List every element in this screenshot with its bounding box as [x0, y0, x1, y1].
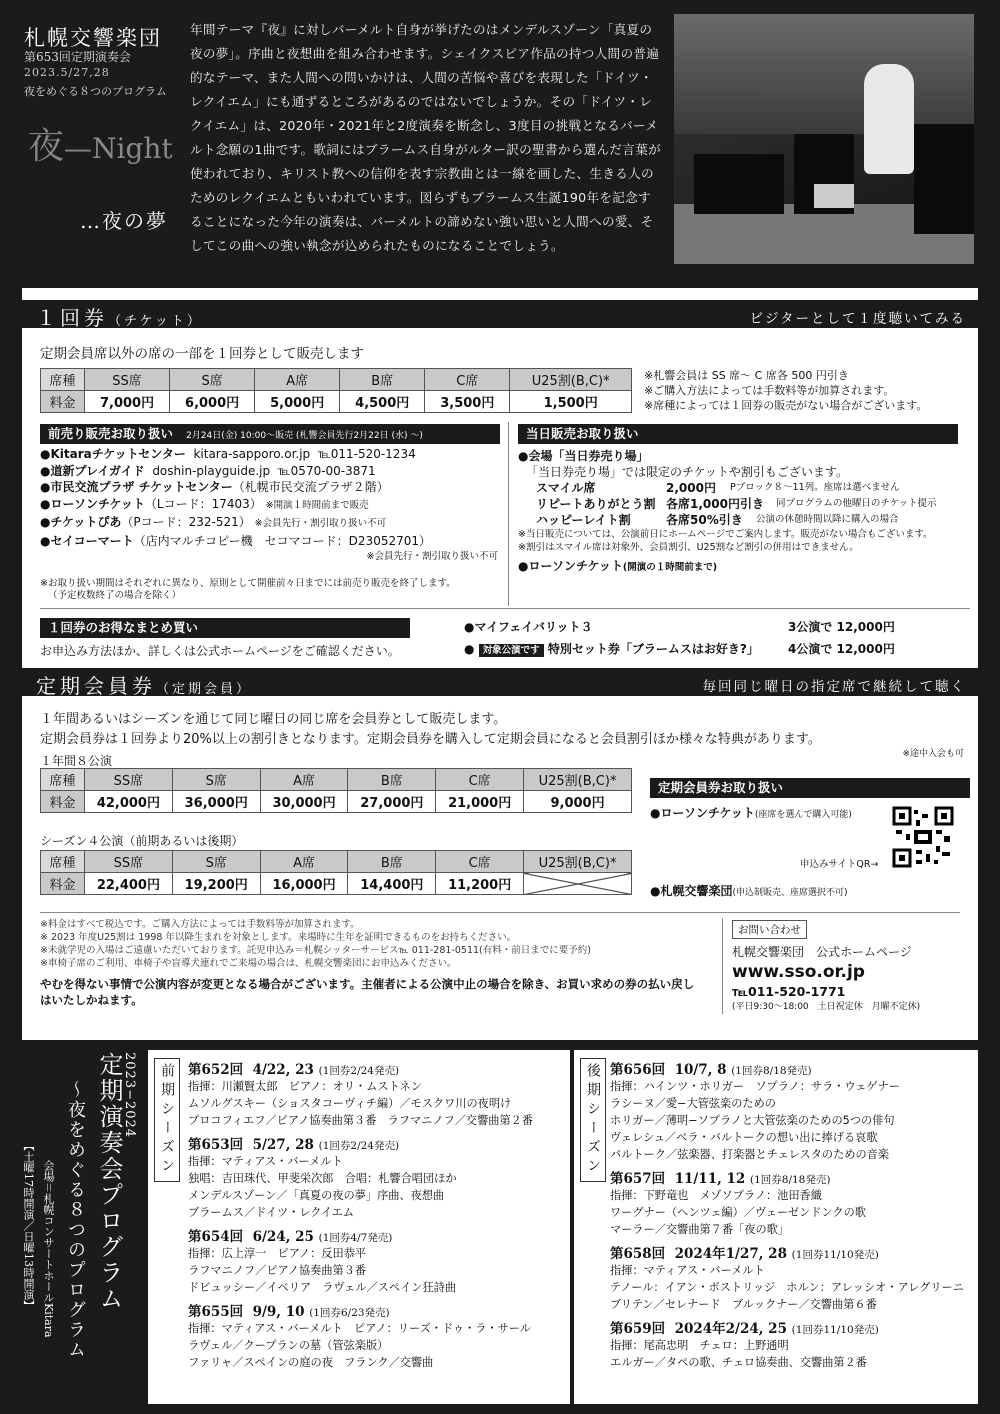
- discount-note: Pブロック８～11列。座席は選べません: [730, 482, 900, 493]
- program-entry: [610, 1167, 976, 1238]
- second-season-box: [574, 1050, 978, 1404]
- seat-b: B席: [348, 769, 436, 791]
- footnote: ※ 2023 年度U25割は 1998 年以降生まれを対象とします。来場時に生年を証明できるものをお持ちください。: [40, 932, 517, 943]
- seat-ss: SS席: [85, 851, 173, 873]
- contact-name: 札幌交響楽団 公式ホームページ: [732, 945, 912, 959]
- outlet-name: ●市民交流プラザ チケットセンター: [40, 480, 233, 494]
- entry-line: マーラー／交響曲第７番「夜の歌」: [610, 1223, 790, 1236]
- entry-date: 5/27, 28: [252, 1137, 314, 1153]
- program-venue: 会場＝札幌コンサートホールKitara: [42, 1160, 55, 1338]
- entry-line: 指揮：尾高忠明 チェロ：上野通明: [610, 1339, 789, 1352]
- orchestra-name: 札幌交響楽団: [24, 26, 162, 50]
- presale-lawson: [40, 496, 510, 515]
- entry-line: 指揮：マティアス・バーメルト: [188, 1155, 343, 1168]
- program-subtitle: 〜夜をめぐる８つのプログラム: [65, 1080, 86, 1360]
- outlet-url[interactable]: doshin-playguide.jp: [152, 463, 271, 478]
- seat-u25: U25割(B,C)*: [524, 769, 632, 791]
- bundle-title: １回券のお得なまとめ買い: [40, 618, 410, 638]
- outlet-tel: ℡011-520-1234: [317, 447, 416, 461]
- entry-line: 指揮：下野竜也 メゾソプラノ：池田香織: [610, 1189, 822, 1202]
- outlet-name: ●セイコーマート: [40, 533, 134, 548]
- price-s: 19,200円: [172, 873, 260, 895]
- entry-date: 2024年1/27, 28: [674, 1246, 787, 1262]
- contact-label: お問い合わせ: [732, 920, 807, 939]
- outlet-name: ●ローソンチケット: [40, 496, 145, 511]
- intro-text: 年間テーマ『夜』に対しバーメルト自身が挙げたのはメンデルスゾーン「真夏の夜の夢」。序曲と夜想曲を組み合わせます。シェイクスピア作品の持つ人間の普遍的なテーマ、また人間への問いかけは、人間の苦悩や喜びを表現した「ドイツ・レクイエム」にも通ずるところがあるのではないでしょうか。その「ドイツ・レクイエム」は、2020年・2021年と2度演奏を断念し、3度目の挑戦となるバーメルト念願の1曲です。歌詞にはブラームス自身がルター訳の聖書から選んだ言葉が使われており、キリスト教への信仰を表す宗教曲とは一線を画した、生きる人のためのレクイエムともいわれています。図らずもブラームス生誕190年を記念することになった今年の演奏は、バーメルトの諦めない強い思いと人間への愛、そしてこの曲への強い執念が込められたものになることでしょう。: [190, 22, 661, 253]
- presale-doshin: [40, 463, 510, 480]
- outlet-info: （Pコード：232-521）: [121, 515, 251, 529]
- price-u25: 9,000円: [524, 791, 632, 813]
- price-ss: 42,000円: [85, 791, 173, 813]
- entry-line: 指揮：マティアス・バーメルト: [610, 1264, 765, 1277]
- first-season-label: 前期シーズン: [154, 1058, 180, 1182]
- single-ticket-tagline: ビジターとして１度聴いてみる: [749, 311, 966, 327]
- discount-note: 公演の休憩時間以降に購入の場合: [756, 514, 899, 525]
- entry-sale: (1回券11/10発売): [791, 1324, 879, 1336]
- price-u25-na: [524, 873, 632, 895]
- sameday-venue: ●会場「当日券売り場」: [518, 449, 649, 463]
- outlet-url[interactable]: kitara-sapporo.or.jp: [193, 447, 311, 461]
- discount-name: リピートありがとう割: [536, 497, 656, 511]
- footnote: ※車椅子席のご利用、車椅子や盲導犬連れでご来場の場合は、札幌交響楽団にお申込みください。: [40, 958, 457, 969]
- season-program: [0, 1040, 1000, 1414]
- price-a: 5,000円: [255, 391, 340, 413]
- year-price-table: [40, 768, 632, 813]
- price-ss: 7,000円: [85, 391, 170, 413]
- bundle-item2-price: 4公演で 12,000円: [788, 642, 895, 656]
- entry-line: 指揮：ハインツ・ホリガー ソプラノ：サラ・ウェゲナー: [610, 1080, 900, 1093]
- entry-number: 第654回: [188, 1229, 244, 1245]
- seat-u25: U25割(B,C)*: [510, 369, 632, 391]
- presale-footer: [40, 578, 456, 602]
- entry-line: ホリガー／薄明−ソプラノと大管弦楽のための5つの俳句: [610, 1114, 895, 1127]
- seat-b: B席: [348, 851, 436, 873]
- discount-price: 各席1,000円引き: [666, 497, 764, 511]
- entry-number: 第652回: [188, 1062, 244, 1078]
- sameday-note: ※当日販売については、公演前日にホームページでご案内します。販売がない場合もございます。: [518, 529, 933, 540]
- subscription-header: [22, 668, 978, 696]
- outlet-info: （Lコード：17403）: [144, 496, 262, 511]
- disclaimer-line: はいたしかねます。: [40, 993, 143, 1007]
- price-label: 料金: [41, 391, 85, 413]
- sameday-lawson: ●ローソンチケット: [518, 559, 623, 573]
- divider: [40, 608, 970, 609]
- presale-period: 2月24日(金) 10:00～販売 (札響会員先行2月22日 (水) ～): [186, 431, 423, 441]
- sameday-note: ※割引はスマイル席は対象外、会員割引、U25割など割引の併用はできません。: [518, 542, 859, 553]
- seat-c: C席: [436, 851, 524, 873]
- subscription-title: 定期会員券: [36, 674, 156, 698]
- discount-price: 2,000円: [666, 481, 716, 495]
- seat-type-label: 席種: [41, 369, 85, 391]
- second-season-label: 後期シーズン: [580, 1058, 606, 1182]
- contact-tel[interactable]: ℡011-520-1771: [732, 984, 846, 999]
- entry-line: ラシーヌ／愛−大管弦楽のための: [610, 1097, 776, 1110]
- entry-line: ファリャ／スペインの庭の夜 フランク／交響曲: [188, 1356, 434, 1369]
- entry-line: エルガー／タペの歌、チェロ協奏曲、交響曲第２番: [610, 1356, 867, 1369]
- presale-title: 前売り販売お取り扱い: [48, 426, 174, 441]
- footer-line: （予定枚数終了の場合を除く）: [48, 590, 182, 601]
- seat-b: B席: [340, 369, 425, 391]
- seat-c: C席: [436, 769, 524, 791]
- presale-header: [40, 424, 500, 444]
- divider: [40, 912, 960, 913]
- sso-name: ●札幌交響楽団: [650, 884, 733, 898]
- lawson-name: ●ローソンチケット: [650, 806, 755, 820]
- price-b: 27,000円: [348, 791, 436, 813]
- entry-line: ブリテン／セレナード ブルックナー／交響曲第６番: [610, 1298, 877, 1311]
- program-theme: …夜の夢: [80, 209, 168, 233]
- single-ticket-lead: 定期会員席以外の席の一部を１回券として販売します: [40, 346, 364, 362]
- seicomart-note: ※会員先行・割引取り扱い不可: [366, 551, 498, 562]
- footnote: ※未就学児の入場はご遠慮いただいております。託児申込み＝札幌シッターサービス℡ 011-281-0511(有料・前日までに要予約): [40, 945, 591, 956]
- program-entry: [610, 1058, 976, 1163]
- program-times: 【土曜17時開演／日曜13時開演】: [22, 1140, 35, 1311]
- entry-sale: (1回券4/7発売): [318, 1232, 393, 1244]
- entry-sale: (1回券8/18発売): [750, 1174, 831, 1186]
- entry-line: メンデルスゾーン／「真夏の夜の夢」序曲、夜想曲: [188, 1189, 445, 1202]
- entry-line: テノール：イアン・ボストリッジ ホルン：アレッシオ・アレグリーニ: [610, 1281, 964, 1294]
- single-ticket-subtitle: （チケット）: [108, 314, 203, 329]
- first-season-list: [188, 1054, 566, 1371]
- entry-line: 指揮：マティアス・バーメルト ピアノ：リーズ・ドゥ・ラ・サール: [188, 1322, 531, 1335]
- entry-number: 第658回: [610, 1246, 666, 1262]
- outlet-info: （店内マルチコピー機 セコマコード：D23052701）: [133, 533, 432, 548]
- midway-note: ※途中入会も可: [902, 749, 964, 759]
- seat-s: S席: [172, 769, 260, 791]
- single-price-table: [40, 368, 632, 413]
- entry-number: 第659回: [610, 1321, 666, 1337]
- presale-plaza: [40, 479, 510, 496]
- bundle-item2: ● 対象公演です 特別セット券「ブラームスはお好き?」: [464, 642, 759, 656]
- discount-price: 各席50%引き: [666, 513, 743, 527]
- single-notes: [644, 368, 927, 413]
- concert-number: 第653回定期演奏会: [24, 50, 131, 64]
- entry-number: 第657回: [610, 1171, 666, 1187]
- program-entry: [188, 1225, 566, 1296]
- lawson-note: (座席を選んで購入可能): [754, 810, 852, 820]
- sameday-row: [518, 480, 970, 496]
- seat-a: A席: [260, 769, 348, 791]
- price-ss: 22,400円: [85, 873, 173, 895]
- subscription-lead2: 定期会員券は１回券より20%以上の割引きとなります。定期会員券を購入して定期会員になると会員割引ほか様々な特典があります。: [40, 732, 821, 747]
- sameday-venue-note: 「当日券売り場」では限定のチケットや割引もございます。: [526, 465, 848, 479]
- bundle-item1: ●マイフェイバリット３: [464, 620, 593, 634]
- seat-a: A席: [255, 369, 340, 391]
- seat-u25: U25割(B,C)*: [524, 851, 632, 873]
- night-english: —Night: [64, 132, 173, 165]
- night-kanji: 夜: [28, 126, 65, 167]
- discount-name: ハッピーレイト割: [536, 513, 631, 527]
- program-entry: [188, 1058, 566, 1129]
- outlet-name: ●チケットぴあ: [40, 515, 122, 529]
- single-ticket-title: １回券: [36, 306, 108, 330]
- sameday-list: [518, 448, 970, 576]
- entry-sale: (1回券6/23発売): [309, 1307, 390, 1319]
- seat-type-label: 席種: [41, 851, 85, 873]
- price-label: 料金: [41, 873, 85, 895]
- subscription-subtitle: （定期会員）: [156, 682, 253, 697]
- bundle-item1-price: 3公演で 12,000円: [788, 620, 895, 634]
- note-line: ※席種によっては１回券の販売がない場合がございます。: [644, 399, 928, 412]
- seat-a: A席: [260, 851, 348, 873]
- concert-dates: 2023.5/27,28: [24, 66, 110, 79]
- entry-date: 4/22, 23: [252, 1062, 314, 1078]
- price-c: 3,500円: [425, 391, 510, 413]
- price-s: 36,000円: [172, 791, 260, 813]
- price-a: 30,000円: [260, 791, 348, 813]
- bundle-item2-name: 特別セット券「ブラームスはお好き?」: [547, 642, 759, 656]
- season-label: シーズン４公演（前期あるいは後期）: [40, 834, 244, 848]
- presale-seicomart: [40, 533, 510, 550]
- entry-sale: (1回券11/10発売): [791, 1249, 879, 1261]
- entry-sale: (1回券8/18発売): [731, 1065, 812, 1077]
- entry-line: プロコフィエフ／ピアノ協奏曲第３番 ラフマニノフ／交響曲第２番: [188, 1114, 534, 1127]
- conductor-photo: [674, 14, 974, 264]
- price-a: 16,000円: [260, 873, 348, 895]
- series-subtitle: 夜をめぐる８つのプログラム: [24, 85, 167, 98]
- program-entry: [610, 1317, 976, 1371]
- handling-title: 定期会員券お取り扱い: [650, 778, 970, 798]
- presale-list: [40, 446, 510, 566]
- entry-line: バルトーク／弦楽器、打楽器とチェレスタのための音楽: [610, 1148, 890, 1161]
- contact-url[interactable]: www.sso.or.jp: [732, 962, 865, 982]
- entry-sale: (1回券2/24発売): [318, 1065, 400, 1077]
- footnote: ※料金はすべて税込です。ご購入方法によっては手数料等が加算されます。: [40, 919, 360, 930]
- discount-name: スマイル席: [536, 481, 596, 495]
- entry-date: 9/9, 10: [252, 1304, 305, 1320]
- header-section: [0, 0, 1000, 282]
- outlet-tel: ℡0570-00-3871: [277, 463, 376, 478]
- footnotes: [40, 918, 591, 970]
- presale-pia: [40, 514, 510, 533]
- divider: [722, 918, 723, 1014]
- price-b: 14,400円: [348, 873, 436, 895]
- divider: [508, 422, 509, 606]
- sameday-title: 当日販売お取り扱い: [518, 424, 958, 444]
- entry-number: 第653回: [188, 1137, 244, 1153]
- discount-note: 同プログラムの他曜日のチケット提示: [776, 498, 937, 509]
- disclaimer: [40, 976, 720, 1008]
- entry-line: 指揮：広上淳一 ピアノ：反田恭平: [188, 1247, 367, 1260]
- entry-line: ワーグナー（ヘンツェ編）／ヴェーゼンドンクの歌: [610, 1206, 866, 1219]
- entry-date: 11/11, 12: [674, 1171, 746, 1187]
- price-c: 11,200円: [436, 873, 524, 895]
- year-label: １年間８公演: [40, 754, 113, 768]
- bundle-desc: お申込み方法ほか、詳しくは公式ホームページをご確認ください。: [40, 644, 400, 658]
- seat-ss: SS席: [85, 769, 173, 791]
- entry-line: ドビュッシー／イベリア ラヴェル／スペイン狂詩曲: [188, 1281, 457, 1294]
- entry-line: ラヴェル／クープランの墓（管弦楽版）: [188, 1339, 389, 1352]
- outlet-name: ●道新プレイガイド: [40, 463, 145, 478]
- sameday-lawson-note: (開演の１時間前まで): [622, 562, 718, 573]
- price-c: 21,000円: [436, 791, 524, 813]
- entry-line: ムソルグスキー（ショスタコーヴィチ編）／モスクワ川の夜明け: [188, 1097, 512, 1110]
- price-label: 料金: [41, 791, 85, 813]
- sameday-row: [518, 496, 970, 512]
- entry-date: 10/7, 8: [674, 1062, 727, 1078]
- entry-date: 6/24, 25: [252, 1229, 314, 1245]
- outlet-note: ※開演１時間前まで販売: [265, 499, 369, 511]
- target-tag: 対象公演です: [479, 644, 544, 657]
- handling-lawson: [650, 804, 852, 821]
- seat-c: C席: [425, 369, 510, 391]
- entry-number: 第655回: [188, 1304, 244, 1320]
- price-u25: 1,500円: [510, 391, 632, 413]
- note-line: ※札響会員は SS 席〜 C 席各 500 円引き: [644, 369, 849, 382]
- outlet-note: ※会員先行・割引取り扱い不可: [254, 518, 387, 529]
- entry-line: ヴェレシュ／ベラ・バルトークの想い出に捧げる哀歌: [610, 1131, 878, 1144]
- sso-note: (申込制販売、座席選択不可): [732, 888, 848, 898]
- program-title: 定期演奏会プログラム: [95, 1052, 123, 1312]
- sameday-row: [518, 512, 970, 528]
- program-entry: [188, 1300, 566, 1371]
- program-entry: [610, 1242, 976, 1313]
- disclaimer-line: やむを得ない事情で公演内容が変更となる場合がございます。主催者による公演中止の場合を除き、お買い求めの券の払い戻し: [40, 977, 695, 991]
- entry-line: ラフマニノフ／ピアノ協奏曲第３番: [188, 1264, 367, 1277]
- seat-s: S席: [170, 369, 255, 391]
- footer-line: ※お取り扱い期間はそれぞれに異なり、原則として開催前々日までには前売り販売を終了します。: [40, 578, 456, 589]
- entry-line: ブラームス／ドイツ・レクイエム: [188, 1206, 355, 1219]
- entry-line: 指揮：川瀬賢太郎 ピアノ：オリ・ムストネン: [188, 1080, 422, 1093]
- contact-hours: (平日9:30～18:00 土日祝定休 月曜不定休): [732, 1002, 921, 1012]
- seat-type-label: 席種: [41, 769, 85, 791]
- price-s: 6,000円: [170, 391, 255, 413]
- qr-code-icon[interactable]: [892, 806, 954, 868]
- second-season-list: [610, 1054, 976, 1371]
- outlet-name: ●Kitaraチケットセンター: [40, 447, 186, 461]
- outlet-info: （札幌市民交流プラザ２階）: [232, 480, 389, 494]
- price-b: 4,500円: [340, 391, 425, 413]
- entry-line: 独唱：吉田珠代、甲斐栄次郎 合唱：札響合唱団ほか: [188, 1172, 457, 1185]
- first-season-box: [148, 1050, 570, 1404]
- entry-number: 第656回: [610, 1062, 666, 1078]
- seat-s: S席: [172, 851, 260, 873]
- program-entry: [188, 1133, 566, 1221]
- entry-sale: (1回券2/24発売): [318, 1140, 400, 1152]
- subscription-lead1: １年間あるいはシーズンを通じて同じ曜日の同じ席を会員券として販売します。: [40, 712, 507, 727]
- program-years: 2023−2024: [122, 1052, 137, 1139]
- note-line: ※ご購入方法によっては手数料等が加算されます。: [644, 384, 895, 397]
- contact-box: [732, 918, 972, 1012]
- entry-date: 2024年2/24, 25: [674, 1321, 787, 1337]
- presale-kitara: [40, 446, 510, 463]
- qr-label: 申込みサイトQR→: [800, 859, 879, 870]
- ticket-info-panel: [22, 288, 978, 1040]
- subscription-tagline: 毎回同じ曜日の指定席で継続して聴く: [702, 679, 966, 695]
- night-logo: [28, 118, 173, 169]
- single-ticket-header: [22, 300, 978, 328]
- seat-ss: SS席: [85, 369, 170, 391]
- season-price-table: [40, 850, 632, 895]
- handling-sso: [650, 882, 848, 899]
